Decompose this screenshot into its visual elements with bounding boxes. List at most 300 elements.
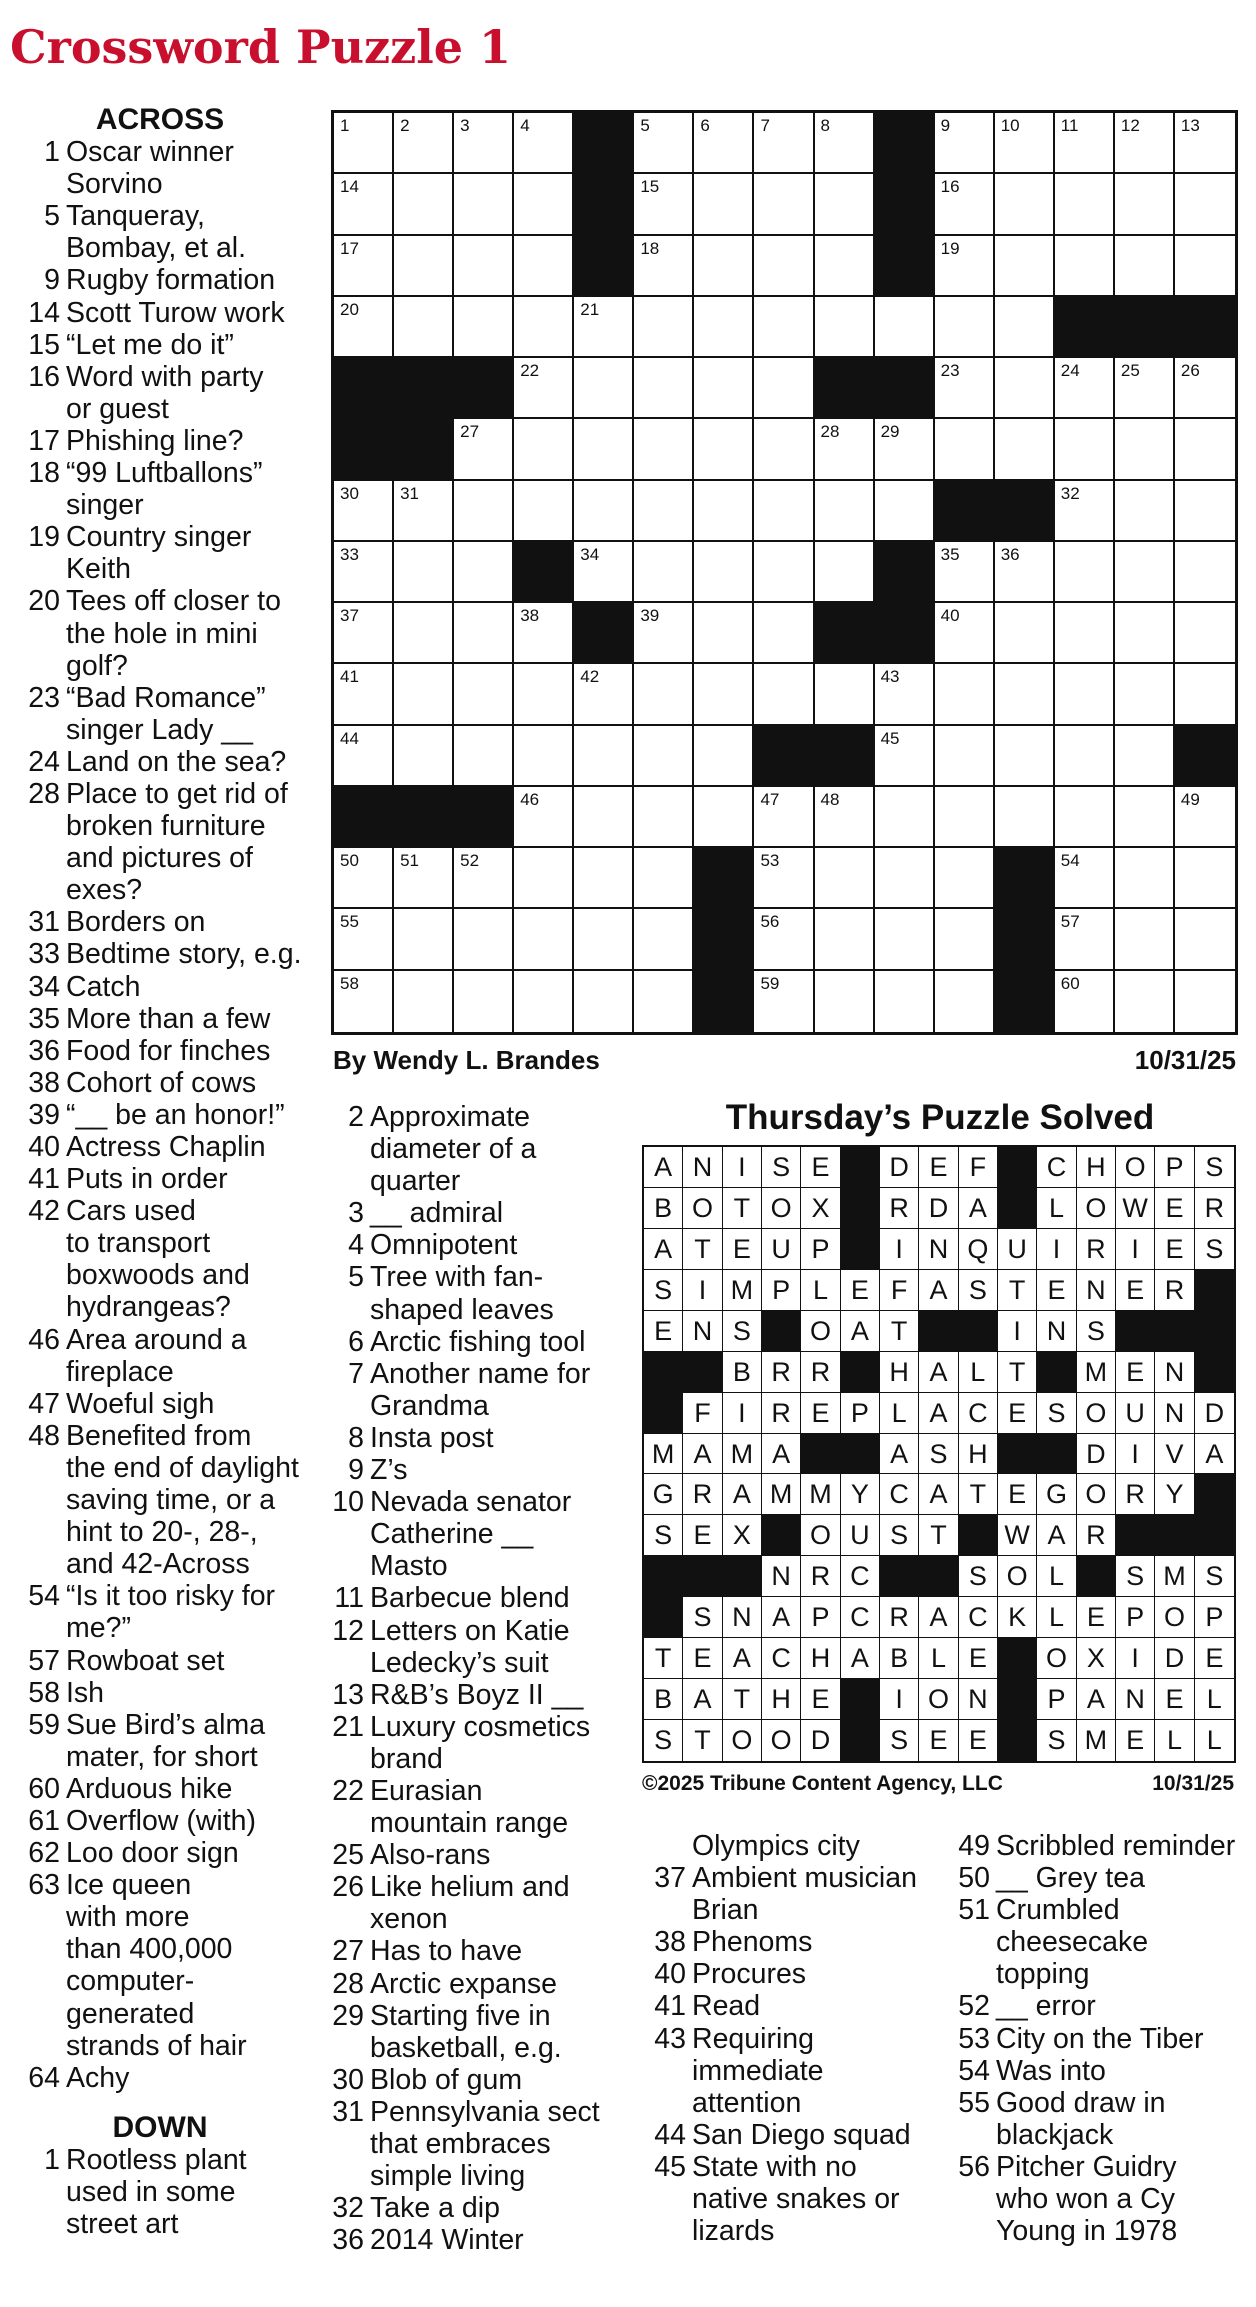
clue-number: 5 (348, 1261, 364, 1294)
clue-text (66, 971, 310, 1003)
clue-number: 11 (334, 1582, 364, 1615)
grid-cell[interactable] (875, 909, 935, 970)
grid-cell[interactable] (1055, 787, 1115, 848)
grid-cell[interactable] (935, 848, 995, 909)
grid-cell[interactable] (1115, 113, 1175, 174)
grid-cell[interactable] (815, 297, 875, 358)
grid-cell[interactable] (454, 419, 514, 480)
grid-cell[interactable] (935, 603, 995, 664)
grid-cell[interactable] (875, 787, 935, 848)
grid-cell[interactable] (935, 542, 995, 603)
grid-cell[interactable] (694, 236, 754, 297)
grid-cell[interactable] (514, 113, 574, 174)
solution-cell: A (762, 1434, 801, 1475)
grid-cell[interactable] (935, 787, 995, 848)
clue-number: 28 (332, 1967, 364, 2000)
clue (946, 1990, 1246, 2022)
grid-cell[interactable] (334, 971, 394, 1032)
clue (10, 1805, 310, 1837)
black-square (1155, 1311, 1194, 1352)
grid-cell[interactable] (514, 603, 574, 664)
black-square (995, 481, 1055, 542)
black-square (995, 909, 1055, 970)
clue (10, 521, 310, 585)
clue-text (692, 2119, 946, 2151)
grid-cell[interactable] (995, 358, 1055, 419)
clue-line: xenon (370, 1903, 448, 1936)
cell-number: 32 (1060, 483, 1080, 503)
grid-cell[interactable] (574, 971, 634, 1032)
grid-cell[interactable] (634, 481, 694, 542)
grid-cell[interactable] (334, 542, 394, 603)
grid-cell[interactable] (514, 297, 574, 358)
clue-line: Grandma (370, 1389, 489, 1422)
grid-cell[interactable] (454, 909, 514, 970)
cell-number: 7 (760, 116, 770, 135)
clue-text (66, 1837, 310, 1869)
grid-cell[interactable] (815, 236, 875, 297)
grid-cell[interactable] (1175, 664, 1235, 725)
grid-cell[interactable] (394, 726, 454, 787)
grid-cell[interactable] (995, 664, 1055, 725)
grid-cell[interactable] (334, 664, 394, 725)
grid-cell[interactable] (1115, 726, 1175, 787)
grid-cell[interactable] (995, 542, 1055, 603)
grid-cell[interactable] (574, 909, 634, 970)
grid-cell[interactable] (1055, 971, 1115, 1032)
grid-cell[interactable] (454, 297, 514, 358)
solution-cell: P (1155, 1147, 1194, 1188)
clue (326, 1582, 626, 1614)
grid-cell[interactable] (1055, 419, 1115, 480)
grid-cell[interactable] (875, 481, 935, 542)
grid-cell[interactable] (815, 542, 875, 603)
grid-cell[interactable] (754, 419, 814, 480)
grid-cell[interactable] (334, 236, 394, 297)
clue-line: attention (692, 2086, 802, 2119)
clue-line: cheesecake (996, 1926, 1149, 1959)
grid-cell[interactable] (634, 236, 694, 297)
clue-text (370, 1582, 626, 1614)
solution-cell: T (998, 1352, 1037, 1393)
grid-cell[interactable] (394, 542, 454, 603)
grid-cell[interactable] (514, 358, 574, 419)
solution-cell: E (1155, 1229, 1194, 1270)
solution-cell: R (683, 1474, 722, 1515)
grid-cell[interactable] (694, 787, 754, 848)
grid-cell[interactable] (634, 174, 694, 235)
grid-cell[interactable] (574, 542, 634, 603)
grid-cell[interactable] (394, 481, 454, 542)
grid-cell[interactable] (514, 726, 574, 787)
grid-cell[interactable] (1055, 603, 1115, 664)
grid-cell[interactable] (995, 236, 1055, 297)
grid-cell[interactable] (1055, 542, 1115, 603)
grid-cell[interactable] (935, 358, 995, 419)
black-square (1077, 1556, 1116, 1597)
grid-cell[interactable] (334, 174, 394, 235)
grid-cell[interactable] (815, 419, 875, 480)
grid-cell[interactable] (574, 297, 634, 358)
grid-cell[interactable] (454, 481, 514, 542)
grid-cell[interactable] (995, 297, 1055, 358)
grid-cell[interactable] (754, 787, 814, 848)
grid-cell[interactable] (574, 787, 634, 848)
grid-cell[interactable] (754, 542, 814, 603)
grid-cell[interactable] (1055, 848, 1115, 909)
clue (10, 457, 310, 521)
clue (326, 1326, 626, 1358)
grid-cell[interactable] (995, 726, 1055, 787)
grid-cell[interactable] (634, 909, 694, 970)
clue-text (66, 938, 310, 970)
grid-cell[interactable] (514, 174, 574, 235)
solution-cell: M (762, 1474, 801, 1515)
clue-number: 38 (28, 1066, 60, 1099)
grid-cell[interactable] (1175, 909, 1235, 970)
clue (326, 2192, 626, 2224)
grid-cell[interactable] (1115, 236, 1175, 297)
grid-cell[interactable] (754, 113, 814, 174)
grid-cell[interactable] (1115, 542, 1175, 603)
grid-cell[interactable] (1055, 726, 1115, 787)
grid-cell[interactable] (694, 481, 754, 542)
clue-number: 36 (28, 1034, 60, 1067)
cell-number: 38 (520, 606, 540, 626)
grid-cell[interactable] (1175, 787, 1235, 848)
clue-text (370, 1261, 626, 1325)
black-square (875, 358, 935, 419)
grid-cell[interactable] (394, 236, 454, 297)
grid-cell[interactable] (334, 481, 394, 542)
grid-cell[interactable] (935, 236, 995, 297)
grid-cell[interactable] (875, 726, 935, 787)
grid-cell[interactable] (1115, 787, 1175, 848)
grid-cell[interactable] (754, 664, 814, 725)
grid-cell[interactable] (935, 971, 995, 1032)
grid-cell[interactable] (1055, 664, 1115, 725)
grid-cell[interactable] (694, 664, 754, 725)
grid-cell[interactable] (1175, 481, 1235, 542)
grid-cell[interactable] (694, 603, 754, 664)
grid-cell[interactable] (394, 603, 454, 664)
solution-cell: A (841, 1638, 880, 1679)
grid-cell[interactable] (394, 113, 454, 174)
grid-cell[interactable] (454, 174, 514, 235)
grid-cell[interactable] (1055, 113, 1115, 174)
grid-cell[interactable] (754, 358, 814, 419)
clue (636, 1958, 946, 1990)
grid-cell[interactable] (514, 787, 574, 848)
grid-cell[interactable] (995, 174, 1055, 235)
clue-text (692, 1830, 946, 1862)
grid-cell[interactable] (514, 419, 574, 480)
solution-cell: R (880, 1597, 919, 1638)
grid-cell[interactable] (815, 174, 875, 235)
grid-cell[interactable] (815, 848, 875, 909)
grid-cell[interactable] (574, 358, 634, 419)
grid-cell[interactable] (875, 664, 935, 725)
grid-cell[interactable] (995, 603, 1055, 664)
clue-number: 59 (28, 1708, 60, 1741)
grid-cell[interactable] (454, 236, 514, 297)
grid-cell[interactable] (574, 726, 634, 787)
grid-cell[interactable] (815, 664, 875, 725)
grid-cell[interactable] (935, 419, 995, 480)
solution-cell: D (1077, 1434, 1116, 1475)
grid-cell[interactable] (634, 542, 694, 603)
grid-cell[interactable] (634, 971, 694, 1032)
solution-cell: A (959, 1188, 998, 1229)
clue-number: 30 (332, 2063, 364, 2096)
grid-cell[interactable] (1175, 174, 1235, 235)
clue-text (996, 2087, 1246, 2151)
black-square (959, 1515, 998, 1556)
grid-cell[interactable] (454, 726, 514, 787)
solution-cell: S (762, 1147, 801, 1188)
solution-cell: A (683, 1679, 722, 1720)
grid-cell[interactable] (815, 909, 875, 970)
grid-cell[interactable] (815, 481, 875, 542)
grid-cell[interactable] (394, 297, 454, 358)
grid-cell[interactable] (694, 419, 754, 480)
black-square (334, 419, 394, 480)
clue-text (66, 1131, 310, 1163)
clue-line: “__ be an honor!” (66, 1098, 285, 1131)
grid-cell[interactable] (754, 297, 814, 358)
grid-cell[interactable] (1055, 236, 1115, 297)
grid-cell[interactable] (754, 909, 814, 970)
grid-cell[interactable] (754, 481, 814, 542)
solution-cell: I (1116, 1229, 1155, 1270)
grid-cell[interactable] (514, 236, 574, 297)
grid-cell[interactable] (514, 664, 574, 725)
solution-cell: E (1116, 1720, 1155, 1761)
black-square (574, 603, 634, 664)
black-square (1195, 1270, 1234, 1311)
grid-cell[interactable] (875, 971, 935, 1032)
grid-cell[interactable] (694, 113, 754, 174)
grid-cell[interactable] (634, 419, 694, 480)
grid-cell[interactable] (815, 787, 875, 848)
grid-cell[interactable] (1175, 113, 1235, 174)
grid-cell[interactable] (514, 909, 574, 970)
clue-text (66, 1677, 310, 1709)
clue-text (996, 1990, 1246, 2022)
grid-cell[interactable] (1115, 174, 1175, 235)
solution-cell: M (801, 1474, 840, 1515)
down-list-col4 (946, 1830, 1246, 2247)
clue-line: Actress Chaplin (66, 1131, 266, 1163)
clue-line: Like helium and (370, 1871, 570, 1904)
clue (636, 2023, 946, 2119)
cell-number: 37 (340, 606, 359, 626)
clue (636, 1990, 946, 2022)
clue-line: __ error (996, 1990, 1096, 2023)
grid-cell[interactable] (875, 297, 935, 358)
solution-cell: Y (841, 1474, 880, 1515)
clue-line: Catherine __ (370, 1518, 534, 1551)
grid-cell[interactable] (514, 481, 574, 542)
solution-cell: E (1116, 1270, 1155, 1311)
solution-cell: R (1155, 1270, 1194, 1311)
down-list-col3 (636, 1830, 946, 2247)
grid-cell[interactable] (875, 848, 935, 909)
grid-cell[interactable] (694, 726, 754, 787)
grid-cell[interactable] (1115, 419, 1175, 480)
grid-cell[interactable] (634, 848, 694, 909)
grid-cell[interactable] (454, 848, 514, 909)
clue-line: Phishing line? (66, 424, 244, 457)
grid-cell[interactable] (634, 297, 694, 358)
grid-cell[interactable] (815, 971, 875, 1032)
grid-cell[interactable] (634, 787, 694, 848)
grid-cell[interactable] (394, 848, 454, 909)
solution-cell: M (723, 1434, 762, 1475)
grid-cell[interactable] (935, 664, 995, 725)
grid-cell[interactable] (935, 297, 995, 358)
grid-cell[interactable] (1055, 909, 1115, 970)
grid-cell[interactable] (815, 113, 875, 174)
grid-cell[interactable] (514, 971, 574, 1032)
grid-cell[interactable] (334, 909, 394, 970)
solution-cell: A (919, 1597, 958, 1638)
solution-cell: A (919, 1393, 958, 1434)
grid-cell[interactable] (754, 236, 814, 297)
grid-cell[interactable] (1115, 664, 1175, 725)
clue (326, 1358, 626, 1422)
grid-cell[interactable] (1175, 358, 1235, 419)
clue-text (996, 2151, 1246, 2247)
solution-cell: O (723, 1720, 762, 1761)
grid-cell[interactable] (754, 848, 814, 909)
grid-cell[interactable] (1055, 174, 1115, 235)
clue-line: singer (66, 489, 144, 522)
clue-number: 31 (28, 906, 60, 939)
grid-cell[interactable] (394, 174, 454, 235)
grid-cell[interactable] (574, 848, 634, 909)
grid-cell[interactable] (1115, 848, 1175, 909)
grid-cell[interactable] (454, 664, 514, 725)
grid-cell[interactable] (394, 971, 454, 1032)
grid-cell[interactable] (995, 787, 1055, 848)
grid-cell[interactable] (634, 603, 694, 664)
grid-cell[interactable] (334, 848, 394, 909)
grid-cell[interactable] (1175, 848, 1235, 909)
clue-text (370, 1679, 626, 1711)
grid-cell[interactable] (694, 174, 754, 235)
grid-cell[interactable] (694, 542, 754, 603)
clue-number: 35 (28, 1002, 60, 1035)
clue-line: Rowboat set (66, 1644, 225, 1677)
solution-cell: R (801, 1556, 840, 1597)
grid-cell[interactable] (634, 664, 694, 725)
grid-cell[interactable] (935, 909, 995, 970)
grid-cell[interactable] (394, 664, 454, 725)
clue-number: 3 (348, 1197, 364, 1230)
grid-cell[interactable] (574, 419, 634, 480)
grid-cell[interactable] (1175, 971, 1235, 1032)
clue-line: Was into (996, 2054, 1106, 2087)
solution-cell: I (723, 1147, 762, 1188)
grid-cell[interactable] (1115, 603, 1175, 664)
grid-cell[interactable] (935, 174, 995, 235)
solution-cell: A (919, 1270, 958, 1311)
clue-line: Benefited from (66, 1419, 252, 1452)
grid-cell[interactable] (995, 113, 1055, 174)
cell-number: 27 (460, 422, 480, 442)
grid-cell[interactable] (694, 297, 754, 358)
grid-cell[interactable] (754, 174, 814, 235)
clue (10, 1645, 310, 1677)
clue-text (370, 1358, 626, 1422)
clue-number: 40 (28, 1131, 60, 1163)
grid-cell[interactable] (754, 603, 814, 664)
grid-cell[interactable] (935, 113, 995, 174)
solution-cell: T (644, 1638, 683, 1679)
grid-cell[interactable] (454, 542, 514, 603)
solution-cell: R (762, 1393, 801, 1434)
grid-cell[interactable] (634, 358, 694, 419)
grid-cell[interactable] (1115, 909, 1175, 970)
solution-cell: E (1037, 1270, 1076, 1311)
grid-cell[interactable] (694, 358, 754, 419)
grid-cell[interactable] (574, 664, 634, 725)
cell-number: 43 (880, 667, 900, 687)
grid-cell[interactable] (454, 603, 514, 664)
grid-cell[interactable] (1175, 236, 1235, 297)
grid-cell[interactable] (935, 726, 995, 787)
grid-cell[interactable] (454, 113, 514, 174)
clue (10, 2062, 310, 2094)
grid-cell[interactable] (1175, 542, 1235, 603)
clue-line: hint to 20-, 28-, (66, 1516, 258, 1549)
grid-cell[interactable] (1175, 603, 1235, 664)
grid-cell[interactable] (1115, 358, 1175, 419)
clue-line: immediate (692, 2054, 824, 2087)
grid-cell[interactable] (754, 971, 814, 1032)
solution-cell: E (1155, 1679, 1194, 1720)
grid-cell[interactable] (334, 297, 394, 358)
grid-cell[interactable] (394, 909, 454, 970)
grid-cell[interactable] (1055, 358, 1115, 419)
grid-cell[interactable] (574, 481, 634, 542)
grid-cell[interactable] (1175, 419, 1235, 480)
grid-cell[interactable] (334, 726, 394, 787)
cell-number: 22 (520, 361, 540, 381)
grid-cell[interactable] (514, 848, 574, 909)
grid-cell[interactable] (634, 726, 694, 787)
grid-cell[interactable] (1115, 971, 1175, 1032)
grid-cell[interactable] (334, 603, 394, 664)
grid-cell[interactable] (454, 971, 514, 1032)
clue-line: and pictures of (66, 842, 253, 875)
grid-cell[interactable] (634, 113, 694, 174)
clue-text (370, 1775, 626, 1839)
clue-number: 41 (654, 1990, 686, 2023)
grid-cell[interactable] (1055, 481, 1115, 542)
grid-cell[interactable] (995, 419, 1055, 480)
grid-cell[interactable] (875, 419, 935, 480)
grid-cell[interactable] (334, 113, 394, 174)
clue-number: 47 (28, 1387, 60, 1420)
clue-number: 20 (28, 585, 60, 618)
clue-line: Barbecue blend (370, 1582, 570, 1615)
grid-cell[interactable] (1115, 481, 1175, 542)
solution-cell: V (1155, 1434, 1194, 1475)
solution-cell: S (723, 1311, 762, 1352)
solution-cell: E (723, 1229, 762, 1270)
